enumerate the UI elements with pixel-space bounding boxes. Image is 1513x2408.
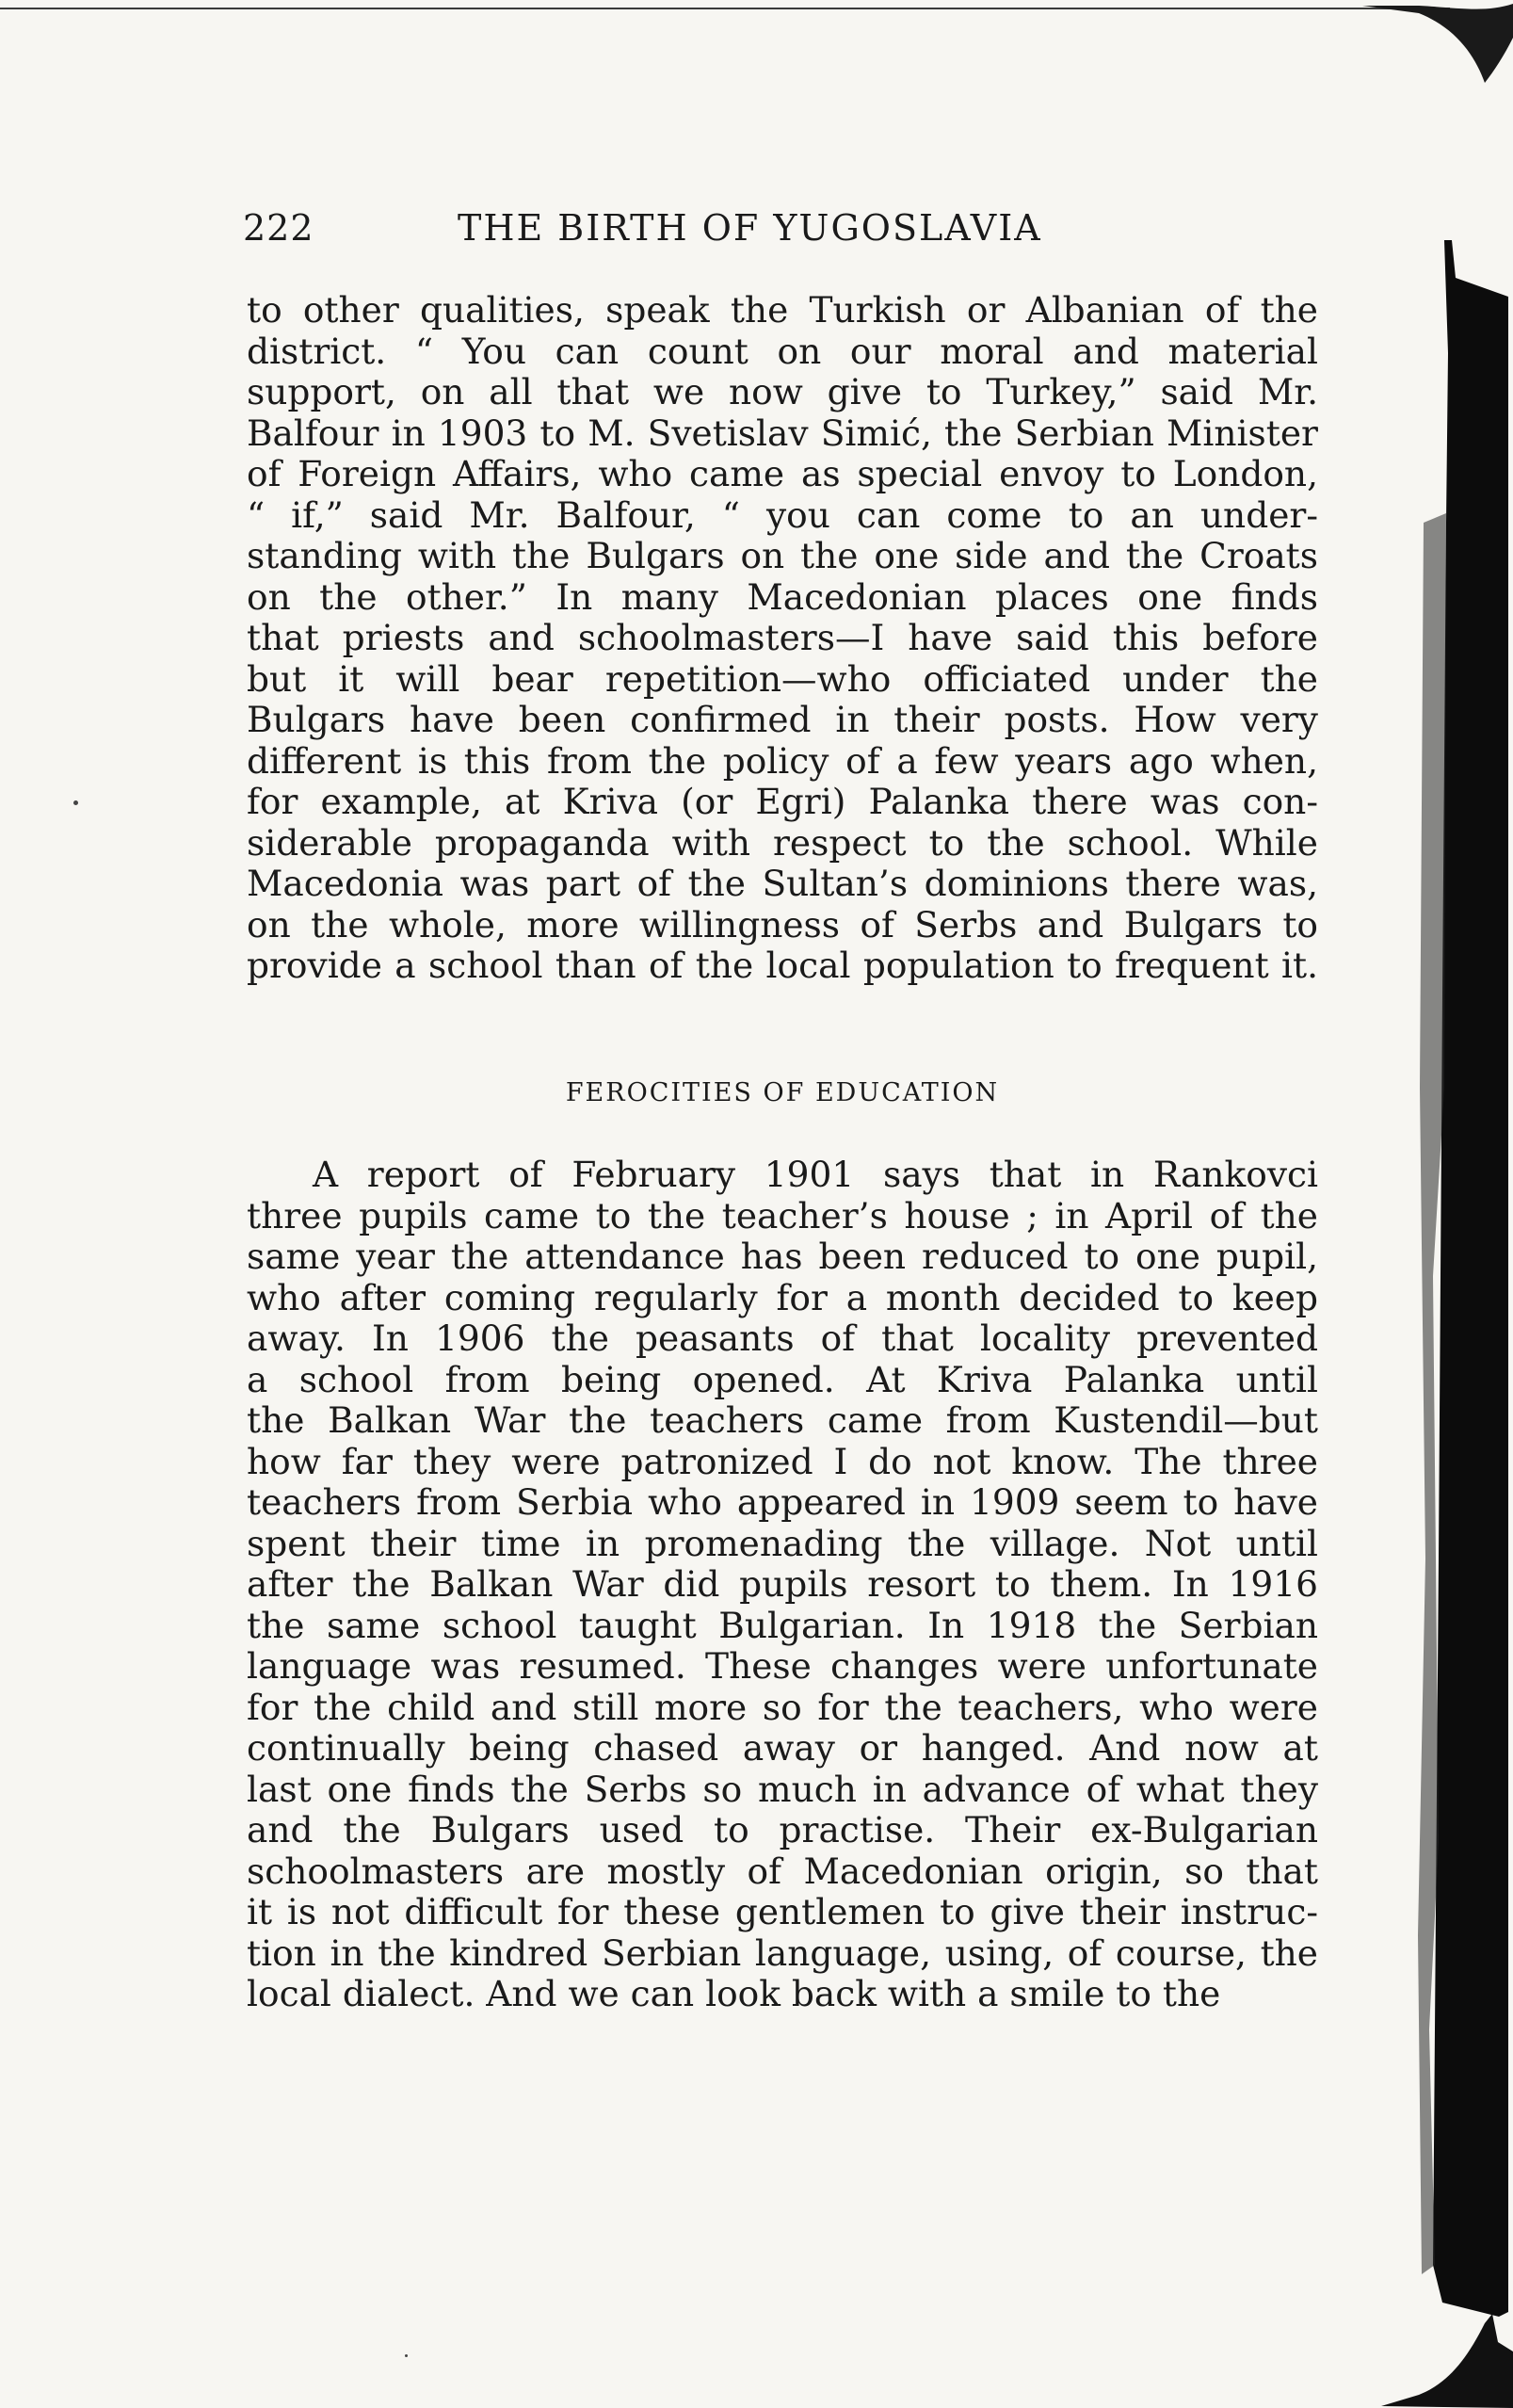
text-line: on the whole, more willingness of Serbs and Bulgars to (247, 904, 1318, 945)
text-line: schoolmasters are mostly of Macedonian origin, so that (247, 1850, 1318, 1892)
text-line: to other qualities, speak the Turkish or Albanian of the (247, 290, 1318, 331)
text-line: standing with the Bulgars on the one side and the Croats (247, 536, 1318, 576)
text-line: who after coming regularly for a month decided to keep (247, 1277, 1318, 1318)
scan-speck (73, 800, 78, 805)
text-line: tion in the kindred Serbian language, using, of course, the (247, 1932, 1318, 1974)
text-line: three pupils came to the teacher’s house ; in April of the (247, 1195, 1318, 1236)
page-corner-curl-bottom (1381, 2304, 1513, 2408)
running-title: THE BIRTH OF YUGOSLAVIA (458, 207, 1042, 249)
text-line: teachers from Serbia who appeared in 1909 seem to have (247, 1482, 1318, 1523)
text-line: for example, at Kriva (or Egri) Palanka there was con- (247, 782, 1318, 822)
text-line: last one finds the Serbs so much in advance of what they (247, 1769, 1318, 1810)
text-line: siderable propaganda with respect to the school. While (247, 822, 1318, 864)
page-edge-shadow (1376, 240, 1508, 2321)
text-line: that priests and schoolmasters—I have said this before (247, 618, 1318, 658)
text-line: “ if,” said Mr. Balfour, “ you can come to an under- (247, 494, 1318, 536)
text-line: continually being chased away or hanged. And now at (247, 1728, 1318, 1769)
text-line: different is this from the policy of a few years ago when, (247, 740, 1318, 782)
text-line: Balfour in 1903 to M. Svetislav Simić, the Serbian Minister (247, 412, 1318, 454)
running-header (243, 207, 1326, 264)
text-line: how far they were patronized I do not know. The three (247, 1441, 1318, 1482)
page-number: 222 (243, 207, 314, 249)
text-line: and the Bulgars used to practise. Their ex-Bulgarian (247, 1810, 1318, 1850)
text-line: for the child and still more so for the teachers, who were (247, 1687, 1318, 1728)
text-line: provide a school than of the local population to frequent it. (247, 945, 1318, 986)
text-line: a school from being opened. At Kriva Palanka until (247, 1359, 1318, 1400)
text-line: on the other.” In many Macedonian places one finds (247, 576, 1318, 618)
text-line: district. “ You can count on our moral and material (247, 331, 1318, 372)
text-line: language was resumed. These changes were unfortunate (247, 1646, 1318, 1687)
paragraph-continued (247, 290, 1318, 987)
page-corner-curl (1362, 0, 1513, 85)
text-line: but it will bear repetition—who officiated under the (247, 658, 1318, 700)
paragraph (247, 1155, 1318, 2015)
text-line: Macedonia was part of the Sultan’s dominions there was, (247, 864, 1318, 904)
text-line: A report of February 1901 says that in Rankovci (313, 1155, 1318, 1195)
text-line: after the Balkan War did pupils resort to them. In 1916 (247, 1564, 1318, 1605)
text-line: away. In 1906 the peasants of that locality prevented (247, 1318, 1318, 1359)
text-line: it is not difficult for these gentlemen to give their instruc- (247, 1892, 1318, 1932)
scan-top-rule (0, 8, 1450, 9)
text-line: the Balkan War the teachers came from Kustendil—but (247, 1400, 1318, 1441)
text-line: same year the attendance has been reduced to one pupil, (247, 1236, 1318, 1277)
text-line: of Foreign Affairs, who came as special envoy to London, (247, 454, 1318, 494)
text-line: support, on all that we now give to Turkey,” said Mr. (247, 372, 1318, 412)
text-line: local dialect. And we can look back with a smile to the (247, 1974, 1221, 2014)
text-line: spent their time in promenading the village. Not until (247, 1523, 1318, 1564)
text-line: the same school taught Bulgarian. In 1918 the Serbian (247, 1605, 1318, 1646)
section-heading: FEROCITIES OF EDUCATION (565, 1078, 1000, 1107)
text-line: Bulgars have been confirmed in their posts. How very (247, 700, 1318, 740)
scan-speck (405, 2354, 408, 2357)
